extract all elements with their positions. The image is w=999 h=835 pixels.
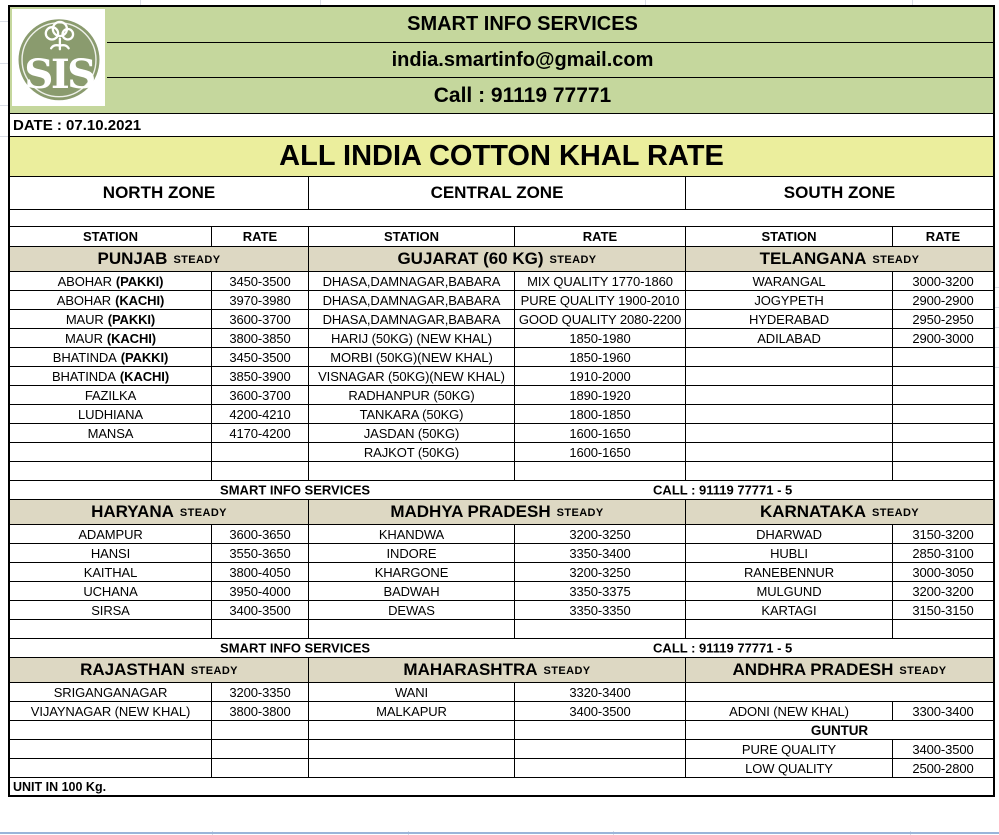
section-header [10, 500, 309, 525]
station-label: KAITHAL [83, 564, 138, 580]
rate-cell: 1800-1850 [515, 405, 686, 424]
sheet-gridline [0, 136, 8, 137]
rates-grid [10, 177, 993, 795]
rate-cell: 3350-3350 [515, 601, 686, 620]
section-name: MADHYA PRADESH [390, 502, 551, 521]
station-cell [10, 582, 212, 601]
sheet-gridline [995, 307, 999, 308]
station-cell [686, 272, 893, 291]
rate-cell: GOOD QUALITY 2080-2200 [515, 310, 686, 329]
station-qualifier: (KACHI) [119, 368, 170, 384]
rate-cell: 2500-2800 [893, 759, 993, 778]
station-qualifier: (KACHI) [106, 330, 156, 346]
station-label: RANEBENNUR [743, 564, 834, 580]
section-name: TELANGANA [759, 249, 867, 268]
rate-cell: 3450-3500 [212, 348, 309, 367]
rate-cell: 1890-1920 [515, 386, 686, 405]
sheet-gridline [995, 347, 999, 348]
rate-cell: 1600-1650 [515, 424, 686, 443]
station-cell [686, 582, 893, 601]
rate-cell [515, 721, 686, 740]
merged-cell [686, 683, 993, 702]
station-label: JASDAN (50KG) [363, 425, 460, 441]
rate-cell: 3400-3500 [515, 702, 686, 721]
station-cell [10, 310, 212, 329]
station-cell [309, 310, 515, 329]
rate-cell: 2900-3000 [893, 329, 993, 348]
station-label: VIJAYNAGAR (NEW KHAL) [30, 703, 191, 719]
info-band-company: SMART INFO SERVICES [220, 482, 371, 498]
rate-cell: 3350-3400 [515, 544, 686, 563]
station-label: ADONI (NEW KHAL) [729, 703, 849, 719]
section-status-badge: STEADY [872, 507, 920, 519]
station-label: ABOHAR [56, 292, 112, 308]
rate-cell: 3000-3200 [893, 272, 993, 291]
station-cell [10, 386, 212, 405]
section-status-badge: STEADY [899, 665, 947, 677]
rate-cell [893, 462, 993, 481]
section-status-badge: STEADY [179, 507, 227, 519]
info-band-company: SMART INFO SERVICES [220, 640, 371, 656]
section-name: RAJASTHAN [80, 660, 185, 679]
station-cell [309, 702, 515, 721]
rate-sheet [8, 5, 995, 797]
rate-cell [212, 740, 309, 759]
rate-cell: 3800-3800 [212, 702, 309, 721]
rate-cell: 3950-4000 [212, 582, 309, 601]
station-label: DHARWAD [756, 526, 822, 542]
station-label: DEWAS [388, 602, 435, 618]
station-qualifier: (PAKKI) [107, 311, 156, 327]
rate-cell [212, 721, 309, 740]
station-label: UCHANA [83, 583, 138, 599]
section-status-badge: STEADY [543, 665, 591, 677]
company-name: SMART INFO SERVICES [107, 7, 993, 43]
station-cell [309, 525, 515, 544]
column-header-rate: RATE [893, 227, 993, 247]
rate-cell: 3850-3900 [212, 367, 309, 386]
station-cell [686, 443, 893, 462]
station-cell [686, 386, 893, 405]
sheet-gridline [0, 21, 8, 22]
station-label: DHASA,DAMNAGAR,BABARA [322, 292, 501, 308]
station-cell [309, 759, 515, 778]
rate-cell: MIX QUALITY 1770-1860 [515, 272, 686, 291]
station-cell [309, 544, 515, 563]
station-cell [309, 367, 515, 386]
sis-logo-icon [15, 12, 103, 104]
sheet-gridline [0, 105, 8, 106]
station-label: MAUR [65, 311, 104, 327]
station-cell [10, 702, 212, 721]
station-cell [10, 424, 212, 443]
section-name: MAHARASHTRA [403, 660, 538, 679]
rate-cell: 2950-2950 [893, 310, 993, 329]
station-label: MALKAPUR [376, 703, 447, 719]
station-cell [686, 405, 893, 424]
company-phone: Call : 91119 77771 [107, 78, 993, 113]
station-cell [309, 721, 515, 740]
rate-cell [212, 759, 309, 778]
section-status-badge: STEADY [549, 254, 597, 266]
rate-cell: 3600-3700 [212, 310, 309, 329]
station-label: HANSI [90, 545, 131, 561]
rate-cell: 3400-3500 [212, 601, 309, 620]
station-label: PURE QUALITY [741, 741, 837, 757]
rate-cell: 4200-4210 [212, 405, 309, 424]
station-cell [309, 563, 515, 582]
station-cell [686, 563, 893, 582]
rate-cell: 3150-3150 [893, 601, 993, 620]
section-status-badge: STEADY [872, 254, 920, 266]
station-cell [10, 462, 212, 481]
station-cell [10, 291, 212, 310]
section-name: ANDHRA PRADESH [732, 660, 894, 679]
station-cell [686, 620, 893, 639]
rate-cell [893, 348, 993, 367]
station-cell [309, 329, 515, 348]
rate-cell: 3600-3650 [212, 525, 309, 544]
station-qualifier: (PAKKI) [115, 273, 164, 289]
rate-cell [515, 620, 686, 639]
rate-cell: 3800-4050 [212, 563, 309, 582]
info-band [10, 639, 993, 658]
station-label: FAZILKA [84, 387, 137, 403]
station-cell [10, 683, 212, 702]
station-label: JOGYPETH [754, 292, 824, 308]
station-label: RAJKOT (50KG) [363, 444, 460, 460]
section-status-badge: STEADY [190, 665, 238, 677]
station-label: RADHANPUR (50KG) [348, 387, 475, 403]
station-cell [309, 620, 515, 639]
station-cell [309, 582, 515, 601]
company-header-lines [107, 7, 993, 113]
rate-cell: 3150-3200 [893, 525, 993, 544]
station-cell [686, 702, 893, 721]
info-band-call: CALL : 91119 77771 - 5 [653, 640, 793, 656]
station-cell [10, 563, 212, 582]
station-cell [686, 310, 893, 329]
rate-cell [893, 405, 993, 424]
merged-cell: GUNTUR [686, 721, 993, 740]
station-cell [309, 740, 515, 759]
rate-cell: 3400-3500 [893, 740, 993, 759]
station-label: HUBLI [770, 545, 808, 561]
section-header [309, 247, 686, 272]
station-label: WANI [394, 684, 429, 700]
station-label: MULGUND [756, 583, 822, 599]
station-cell [10, 405, 212, 424]
station-label: HARIJ (50KG) (NEW KHAL) [331, 330, 492, 346]
section-name: GUJARAT (60 KG) [397, 249, 544, 268]
station-label: DHASA,DAMNAGAR,BABARA [322, 311, 501, 327]
station-cell [10, 443, 212, 462]
station-cell [10, 620, 212, 639]
station-label: HYDERABAD [748, 311, 829, 327]
rate-cell: 3200-3200 [893, 582, 993, 601]
station-cell [10, 272, 212, 291]
section-header [10, 658, 309, 683]
rate-cell [893, 443, 993, 462]
rate-cell: 3200-3350 [212, 683, 309, 702]
section-status-badge: STEADY [173, 254, 221, 266]
section-name: HARYANA [91, 502, 174, 521]
spacer-row [10, 210, 993, 227]
section-header [686, 500, 993, 525]
column-header-station: STATION [309, 227, 515, 247]
zone-header-north: NORTH ZONE [10, 177, 309, 210]
unit-note: UNIT IN 100 Kg. [13, 779, 107, 794]
station-label: VISNAGAR (50KG)(NEW KHAL) [318, 368, 505, 384]
logo-text: SIS [23, 49, 94, 98]
rate-cell [515, 759, 686, 778]
rate-cell: 3350-3375 [515, 582, 686, 601]
station-label: BHATINDA [52, 349, 117, 365]
section-name: PUNJAB [97, 249, 168, 268]
station-label: ADAMPUR [78, 526, 143, 542]
rate-cell: 3970-3980 [212, 291, 309, 310]
rate-cell [212, 462, 309, 481]
station-cell [10, 367, 212, 386]
station-label: LOW QUALITY [745, 760, 833, 776]
section-header [686, 658, 993, 683]
rate-cell: 3000-3050 [893, 563, 993, 582]
rate-cell: 3300-3400 [893, 702, 993, 721]
rate-cell [515, 740, 686, 759]
station-cell [686, 740, 893, 759]
company-logo [12, 9, 105, 106]
station-cell [309, 272, 515, 291]
station-label: MORBI (50KG)(NEW KHAL) [330, 349, 493, 365]
info-band [10, 481, 993, 500]
station-cell [686, 462, 893, 481]
column-header-rate: RATE [515, 227, 686, 247]
section-header [10, 247, 309, 272]
station-label: WARANGAL [752, 273, 826, 289]
station-cell [309, 405, 515, 424]
station-cell [10, 525, 212, 544]
station-cell [10, 721, 212, 740]
station-cell [10, 348, 212, 367]
sheet-bottom-rule [0, 832, 999, 834]
rate-cell: 1850-1980 [515, 329, 686, 348]
column-header-rate: RATE [212, 227, 309, 247]
sheet-gridline [0, 63, 8, 64]
station-cell [309, 424, 515, 443]
station-qualifier: (PAKKI) [120, 349, 169, 365]
page-title: ALL INDIA COTTON KHAL RATE [10, 137, 993, 177]
rate-cell: 2900-2900 [893, 291, 993, 310]
station-cell [309, 386, 515, 405]
rate-cell: 3200-3250 [515, 525, 686, 544]
station-label: ABOHAR [57, 273, 112, 289]
station-cell [686, 291, 893, 310]
rate-cell: 3320-3400 [515, 683, 686, 702]
section-status-badge: STEADY [556, 507, 604, 519]
section-header [309, 658, 686, 683]
station-label: SRIGANGANAGAR [53, 684, 168, 700]
rate-cell [893, 620, 993, 639]
section-name: KARNATAKA [759, 502, 867, 521]
station-cell [309, 683, 515, 702]
rate-cell: 3600-3700 [212, 386, 309, 405]
station-cell [309, 601, 515, 620]
rate-cell: 4170-4200 [212, 424, 309, 443]
section-header [686, 247, 993, 272]
station-cell [686, 348, 893, 367]
rate-cell: 3550-3650 [212, 544, 309, 563]
company-email: india.smartinfo@gmail.com [107, 43, 993, 79]
station-cell [686, 329, 893, 348]
zone-header-central: CENTRAL ZONE [309, 177, 686, 210]
sheet-gridline [995, 367, 999, 368]
rate-cell: 2850-3100 [893, 544, 993, 563]
column-header-station: STATION [10, 227, 212, 247]
station-label: DHASA,DAMNAGAR,BABARA [322, 273, 501, 289]
station-cell [10, 329, 212, 348]
rate-cell: 3800-3850 [212, 329, 309, 348]
station-label: MANSA [87, 425, 134, 441]
station-cell [686, 525, 893, 544]
station-label: KARTAGI [761, 602, 817, 618]
station-cell [309, 348, 515, 367]
station-label: ADILABAD [757, 330, 821, 346]
rate-cell [212, 620, 309, 639]
rate-cell: 1600-1650 [515, 443, 686, 462]
column-header-station: STATION [686, 227, 893, 247]
station-label: BADWAH [383, 583, 440, 599]
station-cell [309, 462, 515, 481]
zone-header-south: SOUTH ZONE [686, 177, 993, 210]
station-cell [686, 759, 893, 778]
rate-cell [893, 367, 993, 386]
company-header [10, 7, 993, 114]
station-cell [686, 544, 893, 563]
rate-cell: 3450-3500 [212, 272, 309, 291]
sheet-gridline [995, 287, 999, 288]
station-label: BHATINDA [51, 368, 116, 384]
rate-cell [893, 386, 993, 405]
station-cell [686, 424, 893, 443]
rate-cell [893, 424, 993, 443]
station-label: LUDHIANA [78, 406, 143, 422]
info-band-call: CALL : 91119 77771 - 5 [653, 482, 793, 498]
rate-cell: 1850-1960 [515, 348, 686, 367]
station-cell [309, 443, 515, 462]
station-label: SIRSA [91, 602, 130, 618]
station-cell [686, 367, 893, 386]
rate-cell [212, 443, 309, 462]
rate-cell: 3200-3250 [515, 563, 686, 582]
station-cell [10, 740, 212, 759]
station-label: TANKARA (50KG) [359, 406, 464, 422]
logo-cell [10, 7, 107, 113]
date-row: DATE : 07.10.2021 [10, 114, 993, 137]
station-label: KHANDWA [378, 526, 445, 542]
station-cell [10, 759, 212, 778]
station-label: MAUR [64, 330, 103, 346]
station-label: INDORE [386, 545, 437, 561]
station-cell [686, 601, 893, 620]
rate-cell: PURE QUALITY 1900-2010 [515, 291, 686, 310]
rate-cell: 1910-2000 [515, 367, 686, 386]
sheet-gridline [995, 327, 999, 328]
rate-cell [515, 462, 686, 481]
station-cell [10, 544, 212, 563]
station-cell [309, 291, 515, 310]
section-header [309, 500, 686, 525]
station-cell [10, 601, 212, 620]
station-qualifier: (KACHI) [115, 292, 165, 308]
station-label: KHARGONE [374, 564, 449, 580]
